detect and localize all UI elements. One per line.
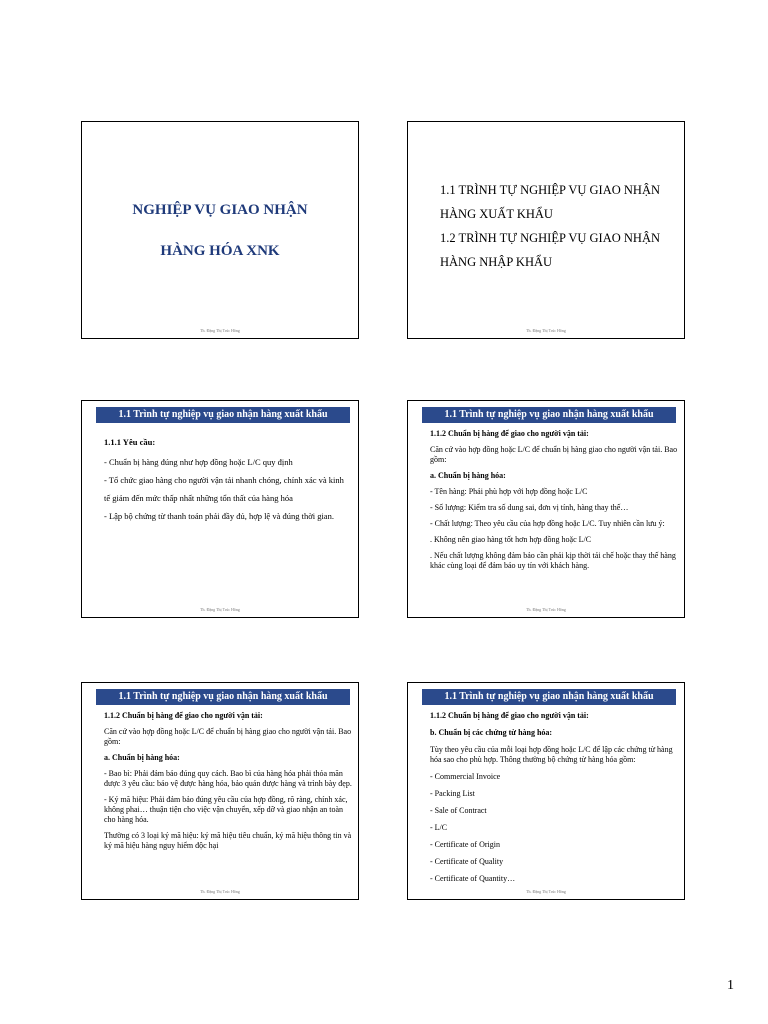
- intro-text: Tùy theo yêu cầu của mỗi loại hợp đồng hoặc L/C để lập các chứng từ hàng hóa sao cho phù hợp. Thông thường bộ chứng từ hàng hóa gồm:: [430, 745, 673, 764]
- slide-title: [81, 121, 359, 339]
- slide-footer: Th. Đặng Thị Trúc Hồng: [200, 889, 240, 894]
- slide-header: 1.1 Trình tự nghiệp vụ giao nhận hàng xuất khẩu: [96, 407, 350, 423]
- slide-title-line-1: NGHIỆP VỤ GIAO NHẬN: [132, 202, 308, 218]
- document-item: - Packing List: [430, 789, 475, 798]
- slide-body: [430, 429, 678, 577]
- document-item: - Commercial Invoice: [430, 772, 501, 781]
- document-item: - Sale of Contract: [430, 806, 487, 815]
- document-item: - L/C: [430, 823, 448, 832]
- section-heading: 1.1.1 Yêu cầu:: [104, 437, 156, 447]
- section-heading: 1.1.2 Chuẩn bị hàng để giao cho người vận tải:: [104, 711, 263, 720]
- slide-title-line-2: HÀNG HÓA XNK: [160, 243, 280, 259]
- requirement-1: - Chuẩn bị hàng đúng như hợp đồng hoặc L/C quy định: [104, 457, 293, 467]
- slide-footer: Th. Đặng Thị Trúc Hồng: [200, 607, 240, 612]
- bullet-marking: - Ký mã hiệu: Phải đảm bảo đúng yêu cầu của hợp đồng, rõ ràng, chính xác, không phai… thuận tiện cho việc vận chuyển, xếp dỡ và giao nhận an toàn cho hàng hóa.: [104, 795, 348, 824]
- page-number: 1: [727, 978, 734, 993]
- bullet-name: - Tên hàng: Phải phù hợp với hợp đồng hoặc L/C: [430, 487, 588, 496]
- requirement-2: - Tổ chức giao hàng cho người vận tải nhanh chóng, chính xác và kinh tế giảm đến mức thấp nhất những tổn thất của hàng hóa: [104, 475, 344, 503]
- slide-prepare-documents: [407, 682, 685, 900]
- document-item: - Certificate of Origin: [430, 840, 500, 849]
- agenda-list: [440, 178, 674, 274]
- slide-prepare-goods-packaging: [81, 682, 359, 900]
- subsection-heading: b. Chuẩn bị các chứng từ hàng hóa:: [430, 728, 553, 737]
- agenda-line-3: 1.2 TRÌNH TỰ NGHIỆP VỤ GIAO NHẬN: [440, 231, 660, 245]
- slide-prepare-goods-a: [407, 400, 685, 618]
- slide-footer: Th. Đặng Thị Trúc Hồng: [526, 889, 566, 894]
- subsection-heading: a. Chuẩn bị hàng hóa:: [430, 471, 506, 480]
- section-heading: 1.1.2 Chuẩn bị hàng để giao cho người vận tải:: [430, 429, 589, 438]
- slide-footer: Th. Đặng Thị Trúc Hồng: [200, 328, 240, 333]
- slide-body: [430, 711, 678, 891]
- slide-body: [104, 711, 352, 857]
- slide-header: 1.1 Trình tự nghiệp vụ giao nhận hàng xuất khẩu: [422, 407, 676, 423]
- subsection-heading: a. Chuẩn bị hàng hóa:: [104, 753, 180, 762]
- slide-footer: Th. Đặng Thị Trúc Hồng: [526, 607, 566, 612]
- requirement-3: - Lập bộ chứng từ thanh toán phải đầy đủ, hợp lệ và đúng thời gian.: [104, 511, 334, 521]
- bullet-quality-note-1: . Không nên giao hàng tốt hơn hợp đồng hoặc L/C: [430, 535, 592, 544]
- slide-requirements: [81, 400, 359, 618]
- agenda-line-4: HÀNG NHẬP KHẨU: [440, 255, 553, 269]
- slide-body: [104, 433, 352, 530]
- slide-header: 1.1 Trình tự nghiệp vụ giao nhận hàng xuất khẩu: [422, 689, 676, 705]
- slide-footer: Th. Đặng Thị Trúc Hồng: [526, 328, 566, 333]
- marking-types: Thường có 3 loại ký mã hiệu: ký mã hiệu tiêu chuẩn, ký mã hiệu thông tin và ký mã hiệu hàng nguy hiểm độc hại: [104, 831, 352, 850]
- document-item: - Certificate of Quantity…: [430, 874, 516, 883]
- document-item: - Certificate of Quality: [430, 857, 504, 866]
- bullet-quality-note-2: . Nếu chất lượng không đảm bảo cần phải kịp thời tái chế hoặc thay thế hàng khác cùng loại để đảm bảo uy tín với khách hàng.: [430, 551, 676, 570]
- bullet-quality: - Chất lượng: Theo yêu cầu của hợp đồng hoặc L/C. Tuy nhiên cần lưu ý:: [430, 519, 665, 528]
- agenda-line-2: HÀNG XUẤT KHẨU: [440, 207, 553, 221]
- intro-text: Căn cứ vào hợp đồng hoặc L/C để chuẩn bị hàng giao cho người vận tải. Bao gồm:: [430, 445, 678, 464]
- intro-text: Căn cứ vào hợp đồng hoặc L/C để chuẩn bị hàng giao cho người vận tải. Bao gồm:: [104, 727, 352, 746]
- section-heading: 1.1.2 Chuẩn bị hàng để giao cho người vận tải:: [430, 711, 589, 720]
- slide-agenda: [407, 121, 685, 339]
- bullet-quantity: - Số lượng: Kiểm tra số dung sai, đơn vị tính, hàng thay thế…: [430, 503, 629, 512]
- bullet-packaging: - Bao bì: Phải đảm bảo đúng quy cách. Bao bì của hàng hóa phải thỏa mãn được 3 yêu cầu: bảo vệ được hàng hóa, bảo quản được hàng và trình bày đẹp.: [104, 769, 352, 788]
- slide-header: 1.1 Trình tự nghiệp vụ giao nhận hàng xuất khẩu: [96, 689, 350, 705]
- agenda-line-1: 1.1 TRÌNH TỰ NGHIỆP VỤ GIAO NHẬN: [440, 183, 660, 197]
